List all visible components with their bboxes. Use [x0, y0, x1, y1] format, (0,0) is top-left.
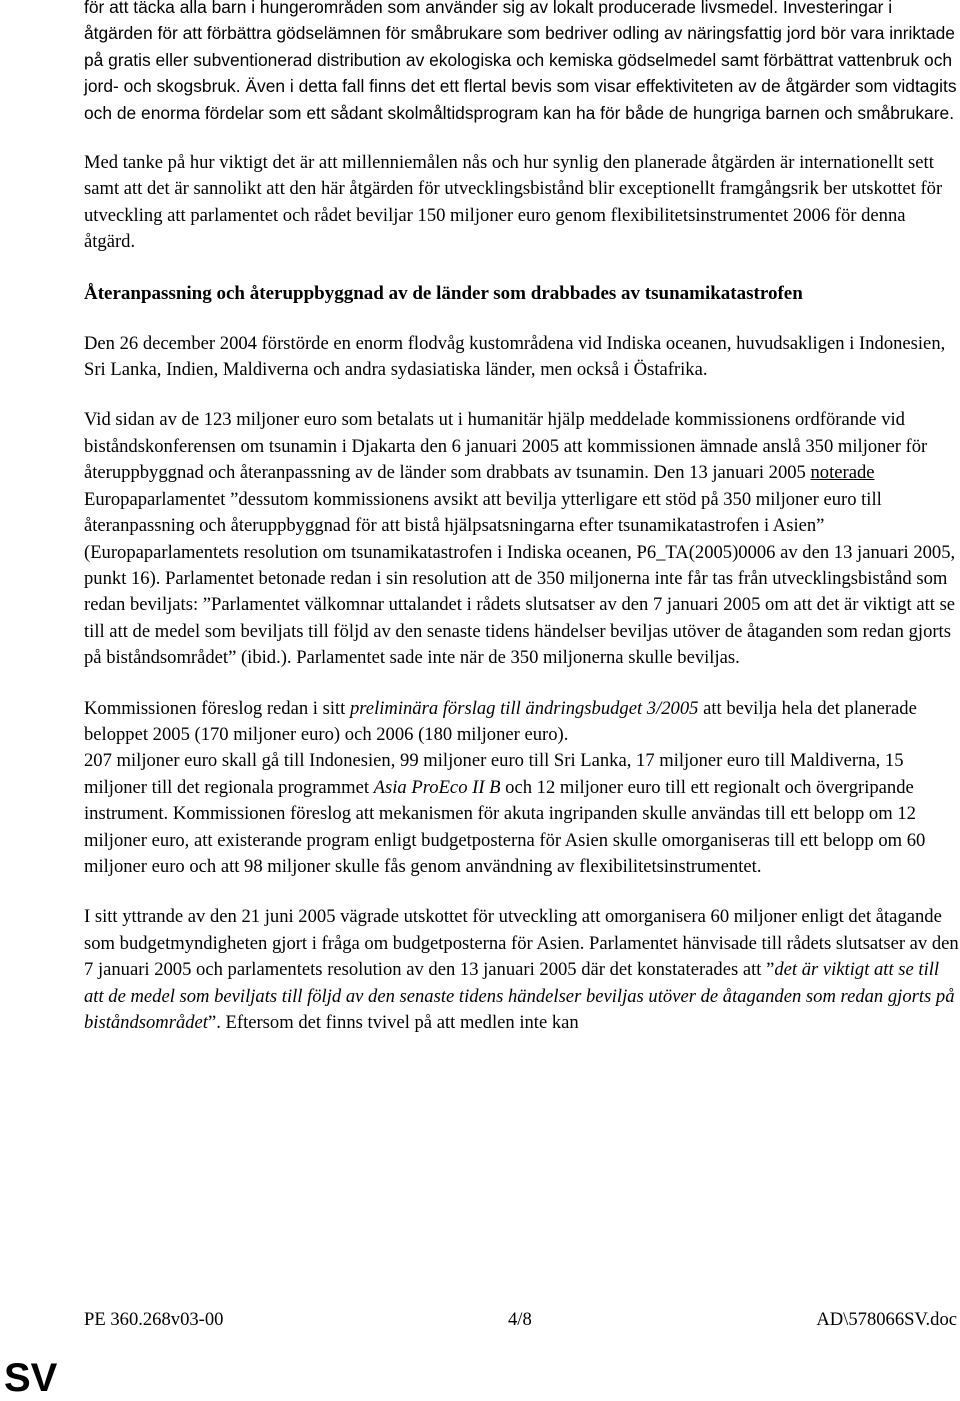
text-run: I sitt yttrande av den 21 juni 2005 vägrade utskottet för utveckling att omorganisera 60 miljoner enligt det åtagande som budgetmyndigheten gjort i fråga om budgetposterna för Asien. Parlamentet hänvisade till rådets slutsatser av den 7 januari 2005 och parlamentets resolution av den 13 januari 2005 där det konstaterades att ”: [84, 906, 959, 981]
paragraph-school-meals: för att täcka alla barn i hungerområden som använder sig av lokalt producerade livsmedel. Investeringar i åtgärden för att förbättra gödselämnen för småbrukare som bedriver odling av näringsfattig jord bör vara inriktade på gratis eller subventionerad distribution av ekologiska och kemiska gödselmedel samt förbättrat vattenbruk och jord- och skogsbruk. Även i detta fall finns det ett flertal bevis som visar effektiviteten av de åtgärder som vidtagits och de enorma fördelar som ett sådant skolmåltidsprogram kan ha för både de hungriga barnen och småbrukare.: [84, 0, 957, 123]
paragraph-budget-proposal: [84, 696, 960, 749]
paragraph-millennium-goals: Med tanke på hur viktigt det är att millenniemålen nås och hur synlig den planerade åtgärden är internationellt sett samt att det är sannolikt att den här åtgärden för utvecklingsbistånd blir exceptionellt framgångsrik ber utskottet för utveckling att parlamentet och rådet beviljar 150 miljoner euro genom flexibilitetsinstrumentet 2006 för denna åtgärd.: [84, 152, 943, 253]
paragraph-committee-opinion: [84, 904, 960, 1036]
text-run: Kommissionen föreslog redan i sitt: [84, 697, 350, 719]
footer-page-number: 4/8: [508, 1309, 532, 1330]
text-run: ”. Eftersom det finns tvivel på att medlen inte kan: [207, 1012, 579, 1033]
section-heading: Återanpassning och återuppbyggnad av de länder som drabbades av tsunamikatastrofen: [84, 282, 803, 304]
text-run: 207 miljoner euro skall gå till Indonesien, 99 miljoner euro till Sri Lanka, 17 miljoner euro till Maldiverna, 15 miljoner till det regionala programmet: [84, 750, 904, 798]
text-run: att bevilja hela det planerade beloppet 2005 (170 miljoner euro) och 2006 (180 miljoner euro).: [84, 697, 917, 745]
document-body: [84, 0, 960, 1036]
italic-text: det är viktigt att se till att de medel som beviljats till följd av den senaste tidens händelser beviljas utöver de åtaganden som redan gjorts på biståndsområdet: [84, 959, 955, 1033]
footer-reference: PE 360.268v03-00: [84, 1309, 224, 1330]
footer-filename: AD\578066SV.doc: [816, 1309, 957, 1330]
paragraph-commission-aid: [84, 407, 960, 671]
italic-text: preliminära förslag till ändringsbudget 3/2005: [349, 697, 699, 719]
page-footer: [84, 1307, 957, 1333]
paragraph-tsunami-date: Den 26 december 2004 förstörde en enorm flodvåg kustområdena vid Indiska oceanen, huvudsakligen i Indonesien, Sri Lanka, Indien, Maldiverna och andra sydasiatiska länder, men också i Östafrika.: [84, 332, 946, 381]
text-run: och 12 miljoner euro till ett regionalt och övergripande instrument. Kommissionen föreslog att mekanismen för akuta ingripanden skulle användas till ett belopp om 12 miljoner euro, att existerande program enligt budgetposterna för Asien skulle omorganiseras till ett belopp om 60 miljoner euro och att 98 miljoner skulle fås genom användning av flexibilitetsinstrumentet.: [84, 776, 926, 877]
language-code: SV: [4, 1356, 58, 1400]
underlined-word: noterade: [810, 462, 875, 484]
text-run: Europaparlamentet ”dessutom kommissionens avsikt att bevilja ytterligare ett stöd på 350 miljoner euro till återanpassning och återuppbyggnad för att bistå hjälpsatsningarna efter tsunamikatastrofen i Asien” (Europaparlamentets resolution om tsunamikatastrofen i Indiska oceanen, P6_TA(2005)0006 av den 13 januari 2005, punkt 16). Parlamentet betonade redan i sin resolution att de 350 miljonerna inte får tas från utvecklingsbistånd som redan beviljats: ”Parlamentet välkomnar uttalandet i rådets slutsatser av den 7 januari 2005 om att det är viktigt att se till att de medel som beviljats till följd av den senaste tidens händelser beviljas utöver de åtaganden som redan gjorts på biståndsområdet” (ibid.). Parlamentet sade inte när de 350 miljonerna skulle beviljas.: [84, 488, 956, 669]
text-run: Vid sidan av de 123 miljoner euro som betalats ut i humanitär hjälp meddelade kommissionens ordförande vid biståndskonferensen om tsunamin i Djakarta den 6 januari 2005 att kommissionen ämnade anslå 350 miljoner för återuppbyggnad och återanpassning av de länder som drabbats av tsunamin. Den 13 januari 2005: [84, 409, 928, 484]
paragraph-allocation: [84, 748, 960, 880]
italic-text: Asia ProEco II B: [373, 776, 501, 798]
